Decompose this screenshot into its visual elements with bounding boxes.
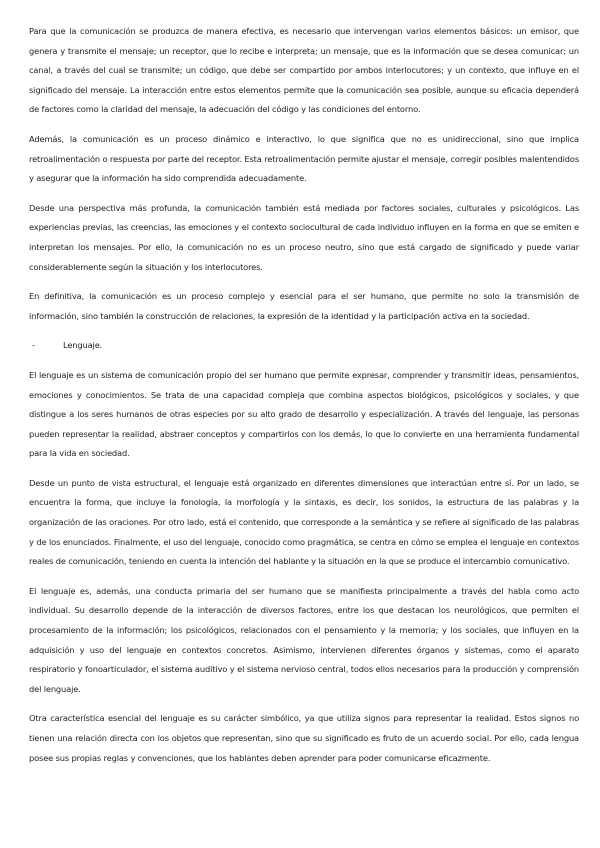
bullet-dash: - (32, 340, 35, 351)
paragraph-communication-elements: Para que la comunicación se produzca de manera efectiva, es necesario que intervengan varios elementos básicos: un emisor, que genera y transmite el mensaje; un receptor, que lo recibe e interpreta; un mensaje, que es la información que se desea comunicar; un canal, a través del cual se transmite; un código, que debe ser compartido por ambos interlocutores; y un contexto, que influye en el significado del mensaje. La interacción entre estos elementos permite que la comunicación sea posible, aunque su eficacia dependerá de factores como la claridad del mensaje, la adecuación del código y las condiciones del entorno. (29, 26, 579, 115)
paragraph-communication-perspective: Desde una perspectiva más profunda, la comunicación también está mediada por factores sociales, culturales y psicológicos. Las experiencias previas, las creencias, las emociones y el contexto sociocultural de cada individuo influyen en la forma en que se emiten e interpretan los mensajes. Por ello, la comunicación no es un proceso neutro, sino que está cargado de significado y puede variar considerablemente según la situación y los interlocutores. (29, 202, 579, 272)
paragraph-language-structure: Desde un punto de vista estructural, el lenguaje está organizado en diferentes dimensiones que interactúan entre sí. Por un lado, se encuentra la forma, que incluye la fonología, la morfología y la sintaxis, es decir, los sonidos, la estructura de las palabras y la organización de las oraciones. Por otro lado, está el contenido, que corresponde a la semántica y se refiere al significado de las palabras y de los enunciados. Finalmente, el uso del lenguaje, conocido como pragmática, se centra en cómo se emplea el lenguaje en contextos reales de comunicación, teniendo en cuenta la intención del hablante y la situación en la que se produce el intercambio comunicativo. (29, 477, 579, 567)
document-page (29, 22, 579, 778)
paragraph-language-symbolic: Otra característica esencial del lenguaje es su carácter simbólico, ya que utiliza signos para representar la realidad. Estos signos no tienen una relación directa con los objetos que representan, sino que su significado es fruto de un acuerdo social. Por ello, cada lengua posee sus propias reglas y convenciones, que los hablantes deben aprender para poder comunicarse eficazmente. (29, 713, 579, 763)
section-heading-lenguaje (29, 336, 579, 356)
paragraph-communication-conclusion: En definitiva, la comunicación es un proceso complejo y esencial para el ser humano, que permite no solo la transmisión de información, sino también la construcción de relaciones, la expresión de la identidad y la participación activa en la sociedad. (29, 291, 579, 321)
paragraph-language-conduct: El lenguaje es, además, una conducta primaria del ser humano que se manifiesta principalmente a través del habla como acto individual. Su desarrollo depende de la interacción de diversos factores, entre los que destacan los neurológicos, que permiten el procesamiento de la información; los psicológicos, relacionados con el pensamiento y la memoria; y los sociales, que influyen en la adquisición y uso del lenguaje en contextos concretos. Asimismo, intervienen diferentes órganos y sistemas, como el aparato respiratorio y fonoarticulador, el sistema auditivo y el sistema nervioso central, todos ellos necesarios para la producción y comprensión del lenguaje. (29, 585, 579, 694)
section-heading-text: Lenguaje. (63, 340, 103, 351)
paragraph-language-definition: El lenguaje es un sistema de comunicación propio del ser humano que permite expresar, comprender y transmitir ideas, pensamientos, emociones y conocimientos. Se trata de una capacidad compleja que combina aspectos biológicos, psicológicos y sociales, y que distingue a los seres humanos de otras especies por su alto grado de desarrollo y especialización. A través del lenguaje, las personas pueden representar la realidad, abstraer conceptos y compartirlos con los demás, lo que lo convierte en una herramienta fundamental para la vida en sociedad. (29, 369, 579, 459)
paragraph-communication-dynamic: Además, la comunicación es un proceso dinámico e interactivo, lo que significa que no es unidireccional, sino que implica retroalimentación o respuesta por parte del receptor. Esta retroalimentación permite ajustar el mensaje, corregir posibles malentendidos y asegurar que la información ha sido comprendida adecuadamente. (29, 133, 579, 184)
